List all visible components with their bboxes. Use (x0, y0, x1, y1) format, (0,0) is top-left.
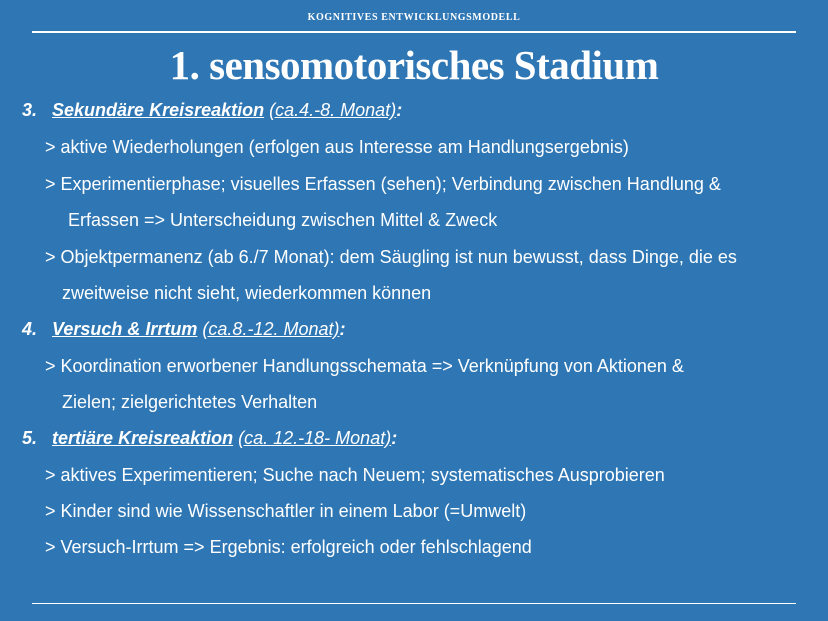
section-period: (ca.8.-12. Monat) (202, 319, 340, 339)
section-heading-3 (22, 92, 402, 128)
section-number: 3. (22, 100, 38, 120)
bullet-line: > aktives Experimentieren; Suche nach Neuem; systematisches Ausprobieren (45, 465, 665, 485)
section-period: (ca.4.-8. Monat) (269, 100, 397, 120)
section-colon: : (396, 100, 403, 120)
top-divider (32, 31, 796, 33)
bullet-line: > Versuch-Irrtum => Ergebnis: erfolgreich oder fehlschlagend (45, 537, 532, 557)
bullet-continuation: zweitweise nicht sieht, wiederkommen können (62, 283, 432, 303)
section-heading-4 (22, 311, 345, 347)
section-heading-5 (22, 420, 397, 456)
section-title: Sekundäre Kreisreaktion (52, 100, 265, 120)
bullet-line: > Experimentierphase; visuelles Erfassen (sehen); Verbindung zwischen Handlung & (45, 174, 721, 194)
section-colon: : (339, 319, 346, 339)
section-number: 5. (22, 428, 38, 448)
section-period: (ca. 12.-18- Monat) (238, 428, 392, 448)
bullet-line: > Objektpermanenz (ab 6./7 Monat): dem Säugling ist nun bewusst, dass Dinge, die es (45, 247, 737, 267)
bullet-continuation: Zielen; zielgerichtetes Verhalten (62, 392, 318, 412)
section-colon: : (391, 428, 398, 448)
bullet-line: > Kinder sind wie Wissenschaftler in einem Labor (=Umwelt) (45, 501, 527, 521)
section-number: 4. (22, 319, 38, 339)
slide-title: 1. sensomotorisches Stadium (169, 42, 659, 88)
section-title: Versuch & Irrtum (52, 319, 198, 339)
slide-kicker: KOGNITIVES ENTWICKLUNGSMODELL (307, 12, 521, 23)
bottom-divider (32, 603, 796, 604)
section-title: tertiäre Kreisreaktion (52, 428, 234, 448)
bullet-line: > aktive Wiederholungen (erfolgen aus Interesse am Handlungsergebnis) (45, 137, 629, 157)
bullet-line: > Koordination erworbener Handlungsschemata => Verknüpfung von Aktionen & (45, 356, 684, 376)
bullet-continuation: Erfassen => Unterscheidung zwischen Mittel & Zweck (68, 210, 498, 230)
